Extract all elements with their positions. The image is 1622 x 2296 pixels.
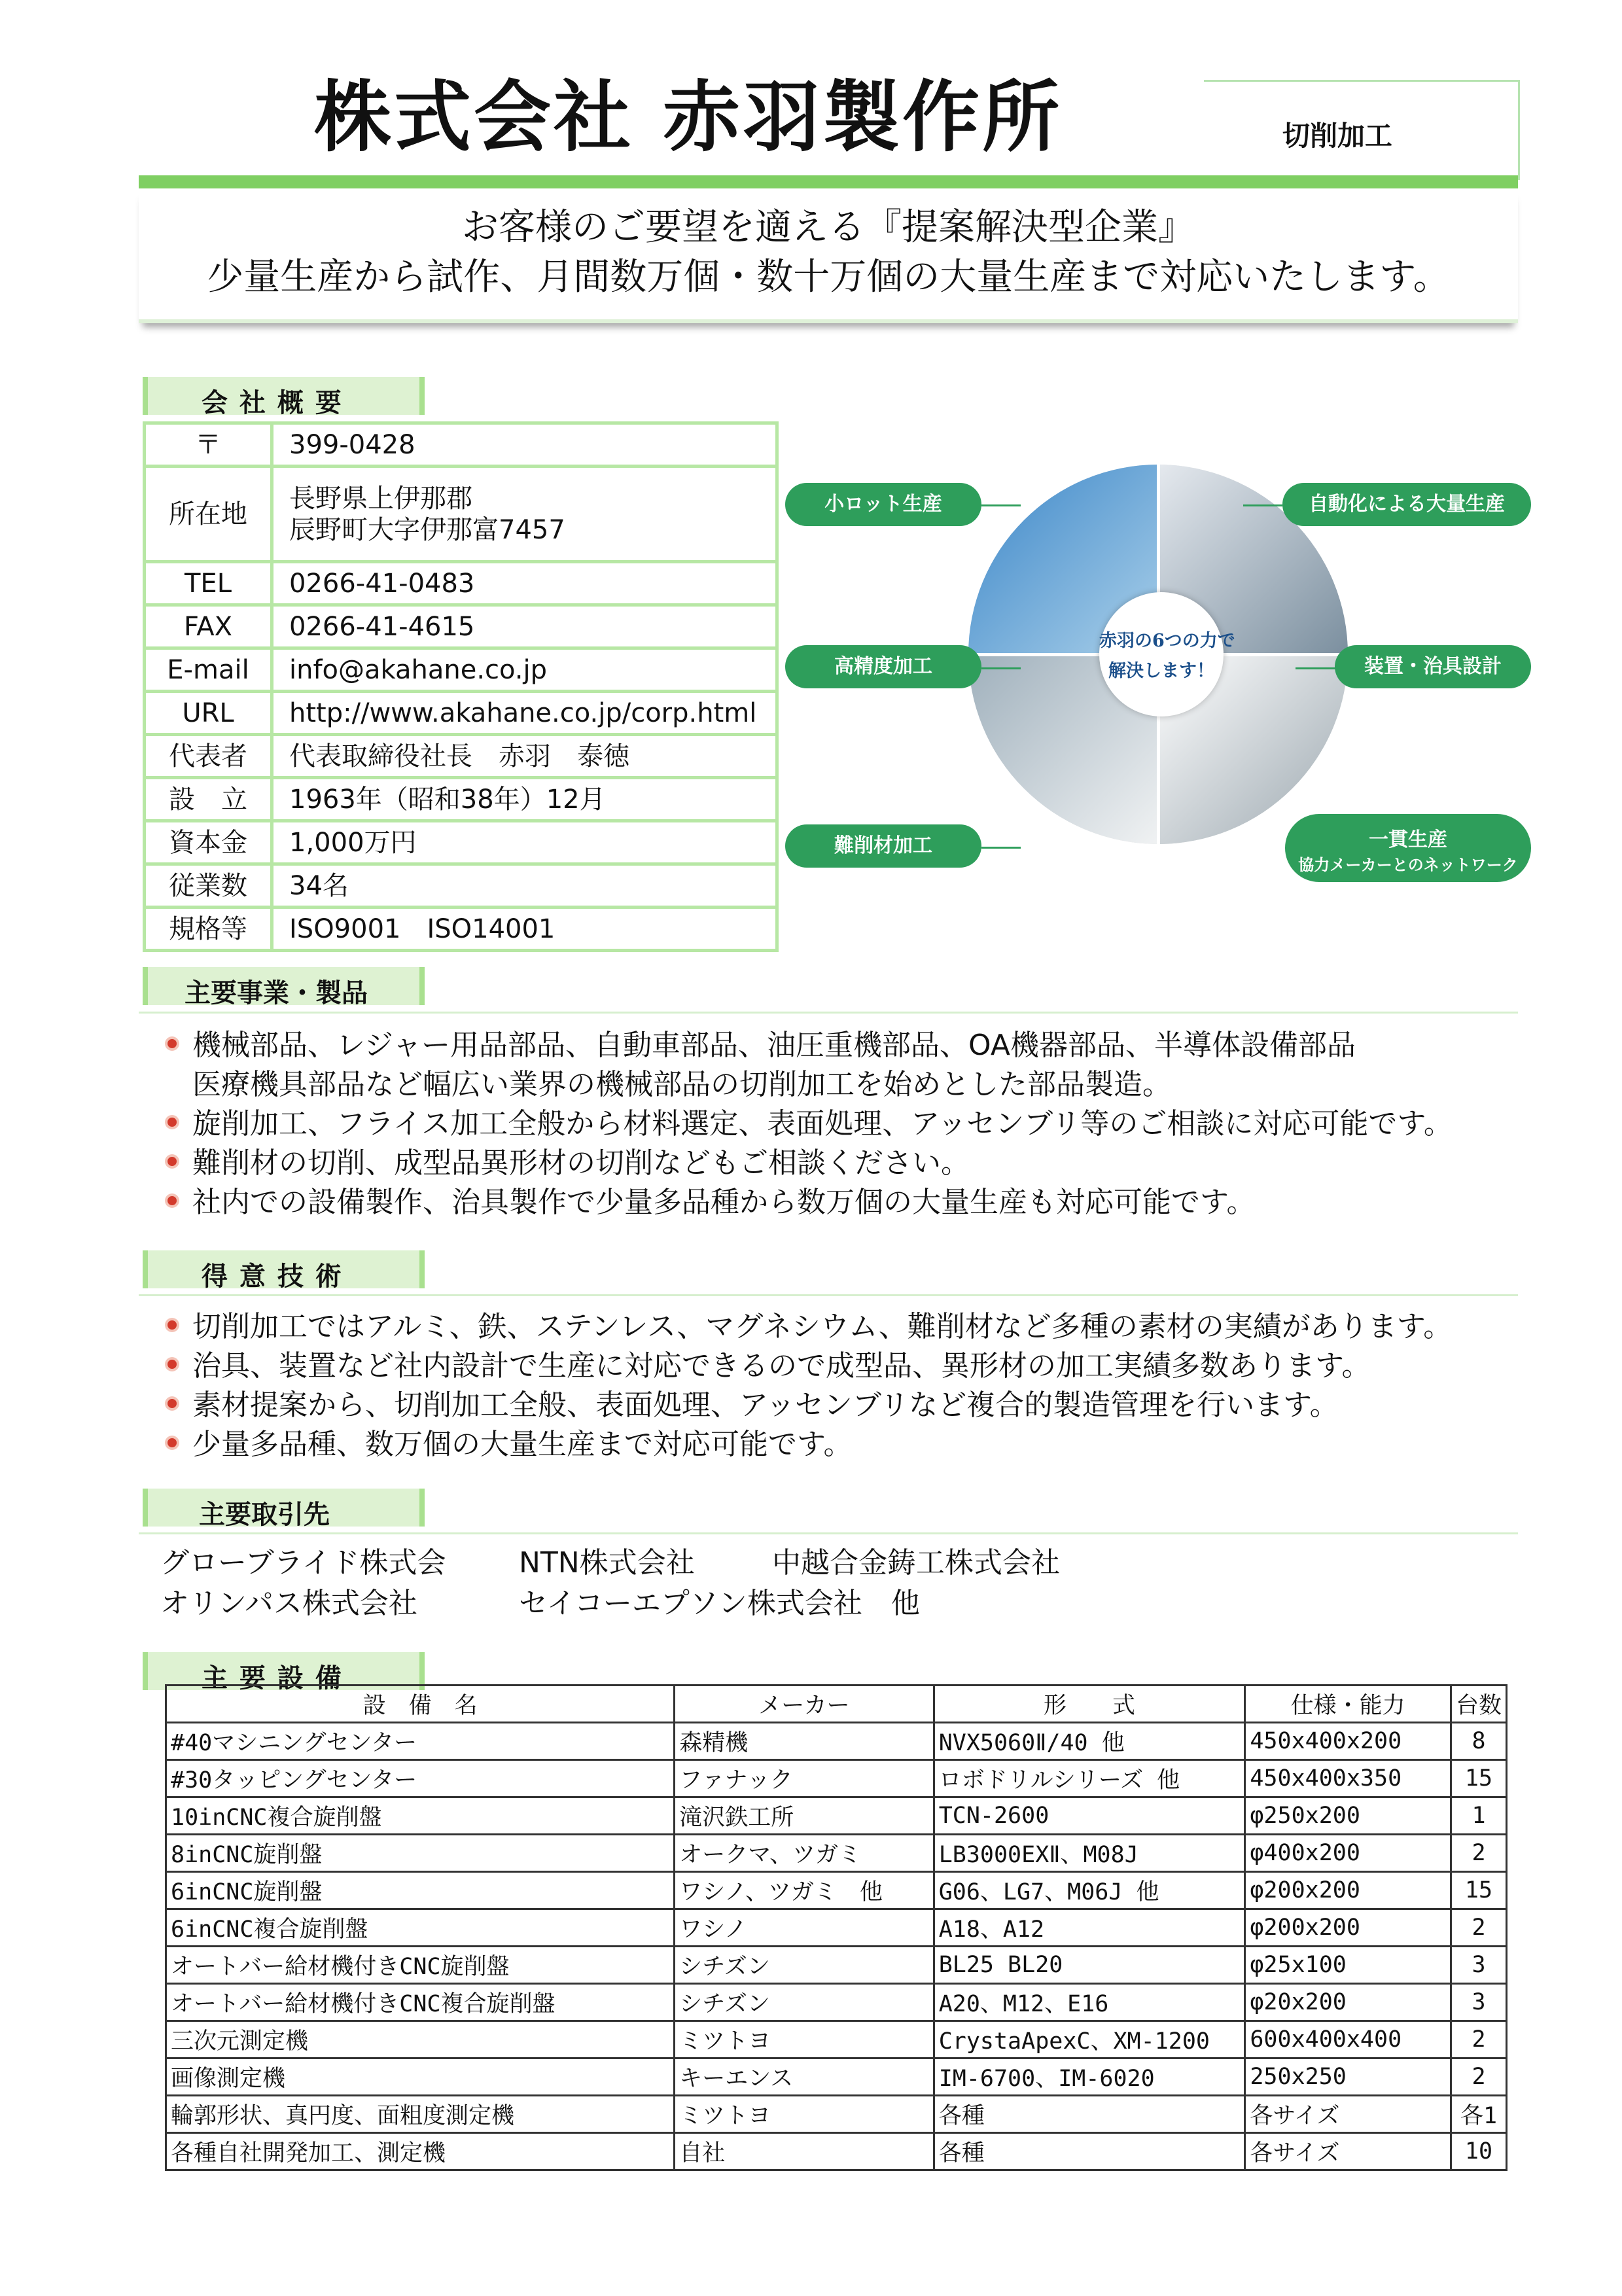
cell: 6inCNC旋削盤 xyxy=(166,1872,675,1909)
cell: キーエンス xyxy=(675,2058,934,2096)
table-row xyxy=(166,1872,1507,1909)
clients-list xyxy=(160,1543,1469,1628)
cell: φ400x200 xyxy=(1245,1835,1451,1872)
cell: 6inCNC複合旋削盤 xyxy=(166,1909,675,1947)
label-equipment-design: 装置・治具設計 xyxy=(1335,645,1531,688)
section-title: 得 意 技 術 xyxy=(202,1262,343,1292)
cell: ワシノ xyxy=(675,1909,934,1947)
cell: 各サイズ xyxy=(1245,2133,1451,2170)
cell: 各種 xyxy=(934,2133,1245,2170)
table-row xyxy=(166,1835,1507,1872)
cell: シチズン xyxy=(675,1984,934,2021)
table-row xyxy=(145,821,777,864)
table-row xyxy=(166,2021,1507,2058)
list-item: 社内での設備製作、治具製作で少量多品種から数万個の大量生産も対応可能です。 xyxy=(167,1183,1453,1222)
row-value: 34名 xyxy=(272,864,777,908)
cell: 2 xyxy=(1451,1835,1506,1872)
cell: 3 xyxy=(1451,1947,1506,1984)
cell: G06、LG7、M06J 他 xyxy=(934,1872,1245,1909)
row-value: 0266-41-0483 xyxy=(272,562,777,605)
table-row xyxy=(166,1760,1507,1797)
cell: BL25 BL20 xyxy=(934,1947,1245,1984)
slogan-line-1: お客様のご要望を適える『提案解決型企業』 xyxy=(462,206,1195,249)
list-item: 切削加工ではアルミ、鉄、ステンレス、マグネシウム、難削材など多種の素材の実績があります。 xyxy=(167,1307,1452,1347)
cell: 8 xyxy=(1451,1723,1506,1760)
table-row xyxy=(145,778,777,821)
cell: 各1 xyxy=(1451,2096,1506,2133)
row-key: 資本金 xyxy=(145,821,272,864)
bullet-icon xyxy=(167,1118,177,1127)
bullet-icon xyxy=(167,1320,177,1330)
section-header-company xyxy=(143,377,425,418)
cell: ファナック xyxy=(675,1760,934,1797)
list-item: 機械部品、レジャー用品部品、自動車部品、油圧重機部品、OA機器部品、半導体設備部品 xyxy=(167,1026,1453,1065)
cell: ワシノ、ツガミ 他 xyxy=(675,1872,934,1909)
cell: オートバー給材機付きCNC複合旋削盤 xyxy=(166,1984,675,2021)
bullet-icon xyxy=(167,1157,177,1166)
cell: φ20x200 xyxy=(1245,1984,1451,2021)
url-link[interactable]: http://www.akahane.co.jp/corp.html xyxy=(272,692,777,735)
row-value: ISO9001 ISO14001 xyxy=(272,908,777,951)
cell: オークマ、ツガミ xyxy=(675,1835,934,1872)
label-difficult-material: 難削材加工 xyxy=(785,824,981,868)
bullet-icon xyxy=(167,1438,177,1447)
row-value: 0266-41-4615 xyxy=(272,605,777,648)
cell: A18、A12 xyxy=(934,1909,1245,1947)
company-table xyxy=(143,421,779,952)
cell: 輪郭形状、真円度、面粗度測定機 xyxy=(166,2096,675,2133)
table-row xyxy=(145,562,777,605)
slogan-box xyxy=(139,188,1518,323)
cell: TCN-2600 xyxy=(934,1797,1245,1835)
bullet-icon xyxy=(167,1039,177,1048)
row-value xyxy=(272,467,777,562)
row-key: 代表者 xyxy=(145,735,272,778)
table-row xyxy=(145,648,777,692)
list-item: 素材提案から、切削加工全般、表面処理、アッセンブリなど複合的製造管理を行います。 xyxy=(167,1386,1452,1425)
row-key: URL xyxy=(145,692,272,735)
row-value: 1963年（昭和38年）12月 xyxy=(272,778,777,821)
cell: 250x250 xyxy=(1245,2058,1451,2096)
cell: 3 xyxy=(1451,1984,1506,2021)
cell: NVX5060Ⅱ/40 他 xyxy=(934,1723,1245,1760)
cell: 1 xyxy=(1451,1797,1506,1835)
client-name: 中越合金鋳工株式会社 xyxy=(772,1546,1060,1580)
table-row xyxy=(166,1909,1507,1947)
cell: 2 xyxy=(1451,1909,1506,1947)
table-row xyxy=(166,1947,1507,1984)
row-value: 399-0428 xyxy=(272,423,777,467)
label-automation: 自動化による大量生産 xyxy=(1282,483,1531,526)
strengths-center-badge xyxy=(1099,592,1235,716)
cell: 600x400x400 xyxy=(1245,2021,1451,2058)
label-high-precision: 高精度加工 xyxy=(785,645,981,688)
equipment-table xyxy=(165,1684,1507,2171)
bullet-icon xyxy=(167,1360,177,1369)
center-text-1: 赤羽の6つの力で xyxy=(1099,631,1235,651)
row-key: 〒 xyxy=(145,423,272,467)
cell: 三次元測定機 xyxy=(166,2021,675,2058)
row-key: FAX xyxy=(145,605,272,648)
table-header-row xyxy=(166,1686,1507,1723)
column-header: 形 式 xyxy=(934,1686,1245,1723)
cell: 滝沢鉄工所 xyxy=(675,1797,934,1835)
list-item: 難削材の切削、成型品異形材の切削などもご相談ください。 xyxy=(167,1144,1453,1183)
cell: 2 xyxy=(1451,2058,1506,2096)
cell: φ200x200 xyxy=(1245,1872,1451,1909)
cell: A20、M12、E16 xyxy=(934,1984,1245,2021)
cell: 10inCNC複合旋削盤 xyxy=(166,1797,675,1835)
row-value: 代表取締役社長 赤羽 泰徳 xyxy=(272,735,777,778)
row-key: TEL xyxy=(145,562,272,605)
client-name: オリンパス株式会社 xyxy=(160,1587,417,1620)
row-key: 従業数 xyxy=(145,864,272,908)
cell: オートバー給材機付きCNC旋削盤 xyxy=(166,1947,675,1984)
cell: ロボドリルシリーズ 他 xyxy=(934,1760,1245,1797)
business-list xyxy=(167,1026,1453,1222)
section-title: 主要事業・製品 xyxy=(185,978,368,1008)
bullet-icon xyxy=(167,1196,177,1205)
address-line-2: 辰野町大字伊那富7457 xyxy=(289,514,565,545)
cell: 各種 xyxy=(934,2096,1245,2133)
company-title: 株式会社 赤羽製作所 xyxy=(314,72,1063,162)
table-row xyxy=(145,864,777,908)
cell: φ200x200 xyxy=(1245,1909,1451,1947)
table-row xyxy=(166,2096,1507,2133)
column-header: メーカー xyxy=(675,1686,934,1723)
list-item: 旋削加工、フライス加工全般から材料選定、表面処理、アッセンブリ等のご相談に対応可能です。 xyxy=(167,1104,1453,1144)
table-row xyxy=(166,1797,1507,1835)
table-row xyxy=(145,735,777,778)
section-title: 会 社 概 要 xyxy=(202,388,343,418)
table-row xyxy=(145,467,777,562)
table-row xyxy=(166,1723,1507,1760)
table-row xyxy=(166,2133,1507,2170)
row-key: 設 立 xyxy=(145,778,272,821)
section-header-business xyxy=(143,967,425,1008)
client-name: NTN株式会社 xyxy=(519,1546,695,1580)
cell: CrystaApexC、XM-1200 xyxy=(934,2021,1245,2058)
cell: ミツトヨ xyxy=(675,2021,934,2058)
label-small-lot: 小ロット生産 xyxy=(785,483,981,526)
client-name: セイコーエプソン株式会社 他 xyxy=(519,1587,920,1620)
table-row xyxy=(166,2058,1507,2096)
column-header: 仕様・能力 xyxy=(1245,1686,1451,1723)
row-key: 所在地 xyxy=(145,467,272,562)
slogan-line-2: 少量生産から試作、月間数万個・数十万個の大量生産まで対応いたします。 xyxy=(207,256,1450,298)
cell: 自社 xyxy=(675,2133,934,2170)
client-name: グローブライド株式会 xyxy=(160,1546,446,1580)
cell: シチズン xyxy=(675,1947,934,1984)
cell: 15 xyxy=(1451,1872,1506,1909)
cell: 各種自社開発加工、測定機 xyxy=(166,2133,675,2170)
row-key: E-mail xyxy=(145,648,272,692)
list-item-continuation: 医療機具部品など幅広い業界の機械部品の切削加工を始めとした部品製造。 xyxy=(192,1068,1171,1101)
address-line-1: 長野県上伊那郡 xyxy=(289,483,472,514)
table-row xyxy=(145,423,777,467)
table-row xyxy=(145,692,777,735)
header-green-bar xyxy=(139,175,1518,188)
list-item: 少量多品種、数万個の大量生産まで対応可能です。 xyxy=(167,1425,1452,1464)
column-header: 台数 xyxy=(1451,1686,1506,1723)
section-title: 主要取引先 xyxy=(199,1500,330,1530)
row-key: 規格等 xyxy=(145,908,272,951)
table-row xyxy=(145,908,777,951)
cell: 森精機 xyxy=(675,1723,934,1760)
label-integrated-sub: 協力メーカーとのネットワーク xyxy=(1298,856,1518,874)
cell: IM-6700、IM-6020 xyxy=(934,2058,1245,2096)
cell: φ250x200 xyxy=(1245,1797,1451,1835)
cell: 8inCNC旋削盤 xyxy=(166,1835,675,1872)
cell: 各サイズ xyxy=(1245,2096,1451,2133)
label-integrated-production xyxy=(1285,814,1531,882)
cell: #30タッピングセンター xyxy=(166,1760,675,1797)
section-header-clients xyxy=(143,1489,425,1530)
cell: 450x400x350 xyxy=(1245,1760,1451,1797)
cell: 450x400x200 xyxy=(1245,1723,1451,1760)
cell: 画像測定機 xyxy=(166,2058,675,2096)
cell: ミツトヨ xyxy=(675,2096,934,2133)
label-integrated-title: 一貫生産 xyxy=(1369,828,1447,851)
list-item: 治具、装置など社内設計で生産に対応できるので成型品、異形材の加工実績多数あります。 xyxy=(167,1347,1452,1386)
table-row xyxy=(166,1984,1507,2021)
column-header: 設 備 名 xyxy=(166,1686,675,1723)
skills-list xyxy=(167,1307,1452,1464)
business-tag: 切削加工 xyxy=(1282,120,1393,152)
center-text-2: 解決します！ xyxy=(1108,661,1214,681)
row-value: 1,000万円 xyxy=(272,821,777,864)
bullet-icon xyxy=(167,1399,177,1408)
cell: #40マシニングセンター xyxy=(166,1723,675,1760)
section-title: 主 要 設 備 xyxy=(202,1663,343,1693)
section-header-skills xyxy=(143,1250,425,1292)
cell: φ25x100 xyxy=(1245,1947,1451,1984)
cell: LB3000EXⅡ、M08J xyxy=(934,1835,1245,1872)
table-row xyxy=(145,605,777,648)
cell: 10 xyxy=(1451,2133,1506,2170)
email-link[interactable]: info@akahane.co.jp xyxy=(272,648,777,692)
cell: 15 xyxy=(1451,1760,1506,1797)
cell: 2 xyxy=(1451,2021,1506,2058)
